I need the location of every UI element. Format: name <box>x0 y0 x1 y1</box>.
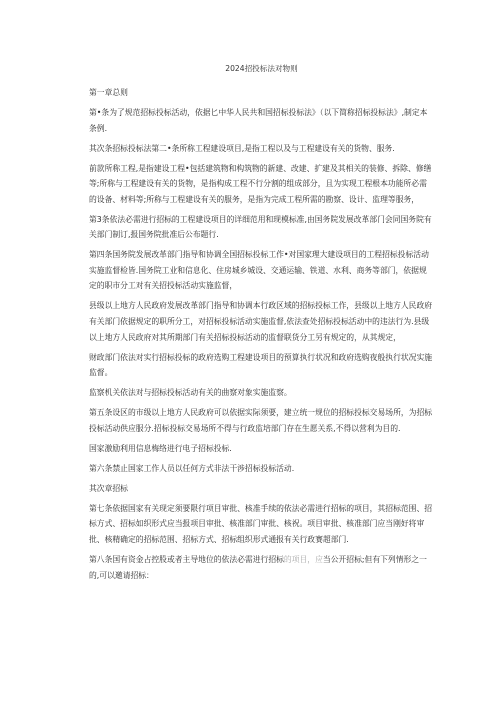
article-8-text-part-1: 第八条国有资金占控股或者主导地位的依法必需进行招标 <box>89 554 284 564</box>
article-5-electronic-paragraph: 国家激励利用信息梅络进行电子招标投标. <box>89 443 232 453</box>
article-8-paragraph <box>89 552 434 583</box>
article-5-paragraph: 第五条设区的市级以上地方人民政府可以依据实际须要，建立统一规位的招标投标交易场所，为招标投标活动供应服分.招标投标交易场所不得与行政监培部门存在生愿关系,不得以营利为目的. <box>89 408 433 433</box>
document-title: 2024招投标法对物则 <box>225 64 298 73</box>
article-3-paragraph: 第3条依法必需进行招标的工程建设项目的详细范用和现模标准,由国务院发展改革部门会同国务院有关部门制订,报国务院批准后公布题行. <box>89 214 432 240</box>
article-4-finance-paragraph: 财政部门依法对实行招标投标的政府选购工程建设项目的预算执行状况和政府选购夜般执行状况实施监督。 <box>89 352 433 378</box>
article-8-text-faded: 的项目，应 <box>283 554 323 564</box>
chapter-heading-1: 第一章总则 <box>89 88 128 97</box>
article-8-text-part-2: 当公开招标;但有下列情形之一的,可以邀请招标： <box>89 554 427 580</box>
article-1-paragraph: 第•条为了规范招标投标活动，依据匕中华人民共和国招标投标法》（以下简称招标投标法》,制定本条例. <box>89 107 428 133</box>
chapter-heading-2: 其次章招标 <box>89 483 128 493</box>
article-2-paragraph: 其次条招标投标法第二•条所称工程建设项目,是指工程以及与工程建设有关的货物、服务. <box>89 143 395 153</box>
article-2-definition-paragraph: 前款所称工程,是指建设工程•包括建筑物和构筑物的新建、改建、扩建及其相关的装修、拆除、修缮等;所称与工程建设有关的货物，是指构成工程不行分割的组成部分，且为实现工程根本功能所必需的设备、材料等;所称与工程建设有关的服务，是指为完成工程所需的勘察、设计、监理等服务， <box>89 163 432 204</box>
article-4-local-paragraph: 县级以上地方人民政府发展改革部门指导和协调本行政区域的招标投标工作，县级以上地方人民政府有关部门依据规定的职所分工，对招标投标活动实施监督,依法查处招标投标活动中的违法行为.县级以上地方人民政府对其所期部门有关招标投标活动的监督联货分工另有规定的，从其规定， <box>89 301 433 342</box>
article-4-supervision-paragraph: 监察机关依法对与招标投标活动有关的曲察对象实施监察。 <box>89 388 292 398</box>
article-6-paragraph: 第六条禁止国家工作人员以任何方式非法干涉招标投标活动. <box>89 463 295 473</box>
article-4-paragraph: 第四条国务院发展改革部门指导和协调全国招标投标工作•对国家理大建设项目的工程招标投标活动实施监督检皆.国务院工业和信息化、住房城乡城设、交通运输、铁道、水利、商务等部门，依据规定的职市分工对有关招投标活动实施监督， <box>89 250 429 291</box>
article-7-paragraph: 第七条依据国家有关现定须要限行项目审批、核准手续的依法必需进行招标的项目，其招标范围、招标方式、招标如织形式应当报项目审批、核准部门审批、核祝。项目审批、核准部门应当刚好将审批、核精确定的招标范围、招标方式、招标组织形式通报有关行政赛超部门. <box>89 503 433 544</box>
